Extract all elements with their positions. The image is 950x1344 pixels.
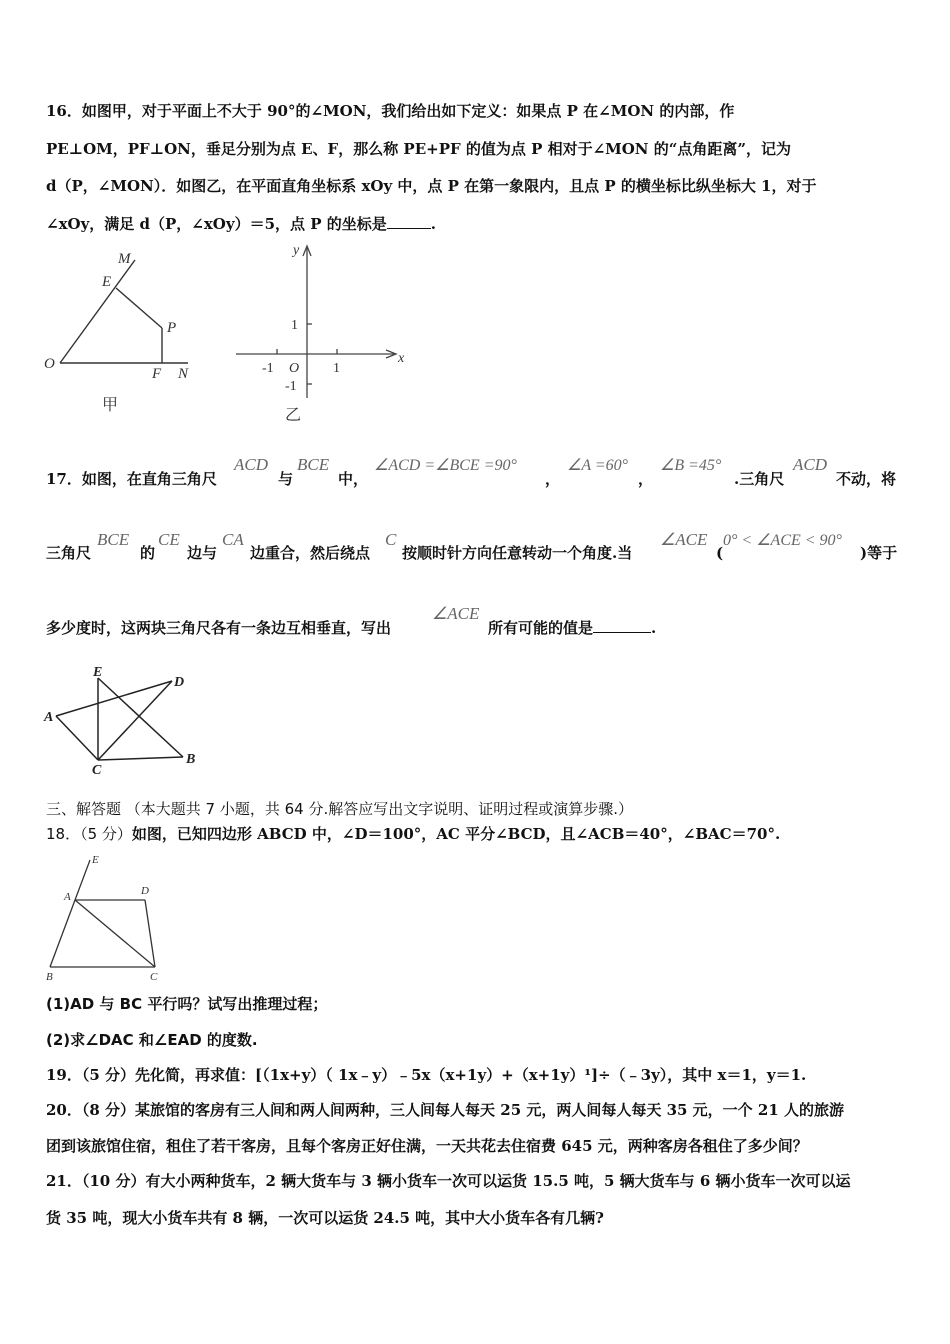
q16-line-4	[46, 214, 436, 234]
q17-math-angle-A: ∠A =60°	[567, 457, 629, 474]
label-E: E	[92, 854, 99, 866]
q17-period: .	[651, 619, 657, 637]
q17-row2-t1: 三角尺	[46, 544, 92, 562]
label-N: N	[178, 366, 189, 382]
q17-math-CA: CA	[222, 530, 244, 549]
caption-jia: 甲	[102, 397, 119, 414]
label-E: E	[93, 665, 103, 680]
q17-math-ACE: ∠ACE	[660, 530, 708, 549]
figure-q18	[42, 852, 182, 987]
q17-row3-t1: 多少度时，这两块三角尺各有一条边互相垂直，写出	[46, 619, 392, 637]
label-C: C	[92, 763, 102, 778]
q17-row1-t1: 17．如图，在直角三角尺	[46, 470, 217, 488]
section-heading: 三、解答题 （本大题共 7 小题，共 64 分.解答应写出文字说明、证明过程或演算步骤.）	[46, 800, 634, 818]
q16-line-2: PE⊥OM，PF⊥ON，垂足分别为点 E、F，那么称 PE+PF 的值为点 P 相对于∠MON 的“点角距离”，记为	[46, 140, 792, 158]
label-D: D	[141, 885, 149, 897]
q17-math-angle-B: ∠B =45°	[660, 457, 722, 474]
label-M: M	[118, 251, 131, 267]
q17-row3-t2	[488, 618, 656, 638]
q21-line-1: 21．（10 分）有大小两种货车，2 辆大货车与 3 辆小货车一次可以运货 15.5 吨，5 辆大货车与 6 辆小货车一次可以运	[46, 1172, 851, 1190]
q17-row1-t7: 不动，将	[836, 470, 897, 488]
q16-line-3: d（P，∠MON）．如图乙，在平面直角坐标系 xOy 中，点 P 在第一象限内，且点 P 的横坐标比纵坐标大 1，对于	[46, 177, 817, 195]
label-C: C	[150, 971, 158, 983]
q17-row2-t3: 边与	[187, 544, 218, 562]
q18-part-2: (2)求∠DAC 和∠EAD 的度数.	[46, 1031, 258, 1049]
label-F: F	[152, 366, 162, 382]
q17-row1-t4: ，	[545, 470, 561, 488]
q21-line-2: 货 35 吨，现大小货车共有 8 辆，一次可以运货 24.5 吨，其中大小货车各有几辆?	[46, 1209, 604, 1227]
q17-row2-t7: )等于	[860, 544, 898, 562]
label-D: D	[174, 675, 185, 690]
q17-math-ACD: ACD	[234, 455, 268, 474]
label-A: A	[64, 891, 71, 903]
q17-math-BCE-2: BCE	[97, 530, 130, 549]
q17-math-range: 0° < ∠ACE < 90°	[723, 532, 842, 549]
q17-math-right-angles: ∠ACD =∠BCE =90°	[374, 457, 517, 474]
q17-math-BCE: BCE	[297, 455, 330, 474]
answer-blank	[593, 618, 651, 633]
q17-row1-t3: 中，	[338, 470, 369, 488]
origin-label: O	[289, 361, 300, 376]
q16-period: .	[430, 215, 436, 233]
q18-prefix: 18．（5 分）	[46, 825, 132, 843]
figure-jia	[40, 248, 200, 418]
q17-row2-t5: 按顺时针方向任意转动一个角度.当	[402, 544, 633, 562]
q20-line-2: 团到该旅馆住宿，租住了若干客房，且每个客房正好住满，一天共花去住宿费 645 元，两种客房各租住了多少间？	[46, 1137, 808, 1155]
q16-line-4-text: ∠xOy，满足 d（P，∠xOy）＝5，点 P 的坐标是	[46, 215, 387, 233]
q17-row1-t2: 与	[278, 470, 294, 488]
q19-line: 19．（5 分）先化简，再求值：[（1x+y）（ 1x﹣y）﹣5x（x+1y）+（x+1y）¹]÷（﹣3y），其中 x＝1，y＝1.	[46, 1066, 807, 1084]
label-B: B	[186, 752, 196, 767]
label-B: B	[46, 971, 53, 983]
label-O: O	[44, 356, 55, 372]
tick-label-x-neg1: -1	[262, 361, 274, 376]
label-E: E	[102, 274, 112, 290]
axis-label-x: x	[398, 351, 405, 366]
tick-label-y-neg1: -1	[285, 379, 297, 394]
q17-row3-text: 所有可能的值是	[488, 619, 594, 637]
tick-label-x-1: 1	[333, 361, 340, 376]
q17-row1-t6: .三角尺	[734, 470, 785, 488]
caption-yi: 乙	[285, 407, 302, 424]
axis-label-y: y	[293, 243, 300, 258]
q17-row2-t2: 的	[140, 544, 156, 562]
q17-row1-t5: ，	[638, 470, 654, 488]
answer-blank	[387, 214, 431, 229]
q17-row2-t4: 边重合，然后绕点	[250, 544, 371, 562]
q17-math-ACD-2: ACD	[793, 455, 827, 474]
label-A: A	[44, 710, 54, 725]
tick-label-y-1: 1	[291, 318, 298, 333]
q20-line-1: 20．（8 分）某旅馆的客房有三人间和两人间两种，三人间每人每天 25 元，两人间每人每天 35 元，一个 21 人的旅游	[46, 1101, 844, 1119]
q17-math-ACE-2: ∠ACE	[432, 604, 480, 623]
q17-math-CE: CE	[158, 530, 180, 549]
figure-q17	[40, 660, 210, 780]
q16-line-1: 16．如图甲，对于平面上不大于 90°的∠MON，我们给出如下定义：如果点 P 在∠MON 的内部，作	[46, 102, 735, 120]
q18-body: 如图，已知四边形 ABCD 中，∠D＝100°，AC 平分∠BCD，且∠ACB＝40°，∠BAC＝70°.	[131, 825, 781, 843]
q17-math-C: C	[385, 530, 397, 549]
q18-line	[46, 824, 780, 844]
figure-yi	[230, 238, 420, 428]
label-P: P	[167, 320, 177, 336]
q17-row2-t6: (	[716, 544, 724, 562]
q18-part-1: (1)AD 与 BC 平行吗？试写出推理过程；	[46, 995, 328, 1013]
